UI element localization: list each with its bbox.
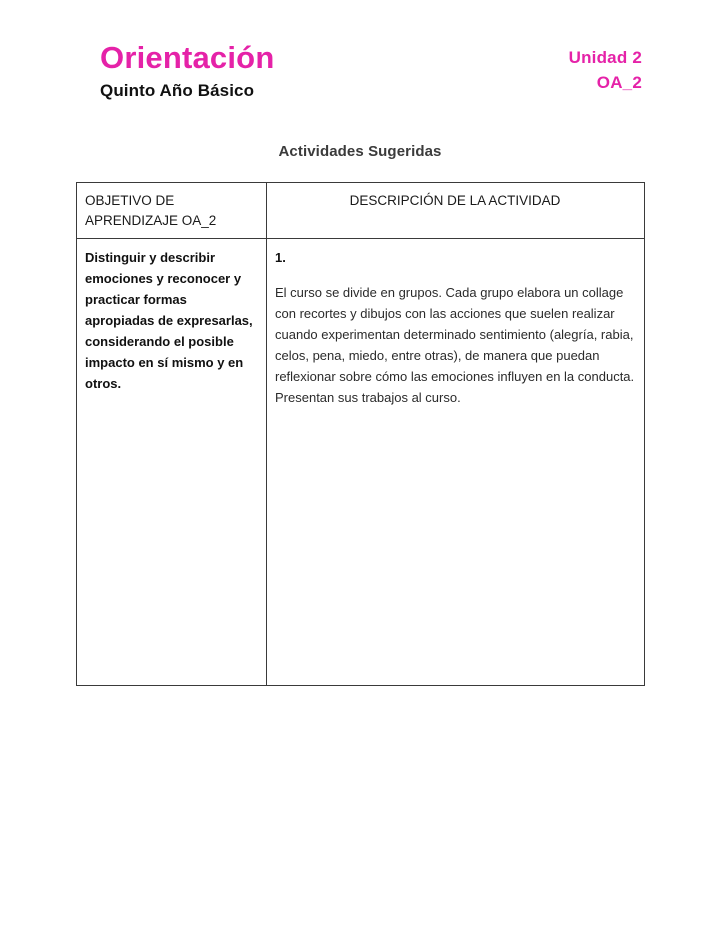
column-header-descripcion: DESCRIPCIÓN DE LA ACTIVIDAD [267, 182, 645, 238]
column-header-objetivo: OBJETIVO DE APRENDIZAJE OA_2 [77, 182, 267, 238]
document-masthead [0, 0, 720, 101]
activity-description-text: El curso se divide en grupos. Cada grupo elabora un collage con recortes y dibujos con las acciones que suelen realizar cuando experimentan determinado sentimiento (alegría, rabia, celos, pena, miedo, entre otras), de manera que puedan reflexionar sobre cómo las emociones influyen en la conducta. Presentan sus trabajos al curso. [275, 285, 635, 406]
section-heading: Actividades Sugeridas [278, 142, 442, 160]
activities-table [76, 182, 645, 686]
unit-label: Unidad 2 [568, 48, 642, 67]
grade-level-title: Quinto Año Básico [100, 80, 255, 100]
descripcion-cell [267, 239, 645, 686]
masthead-left-block [100, 42, 274, 101]
learning-objective-code: OA_2 [596, 72, 642, 92]
table-header-row [77, 182, 645, 238]
activities-table-wrapper [76, 182, 644, 686]
activity-number: 1. [275, 250, 286, 266]
table-row [77, 239, 645, 686]
masthead-right-block [569, 42, 642, 95]
subject-title: Orientación [100, 40, 275, 75]
objetivo-cell-text: Distinguir y describir emociones y reconocer y practicar formas apropiadas de expresarlas, considerando el posible impacto en sí mismo y en otros. [77, 239, 267, 686]
